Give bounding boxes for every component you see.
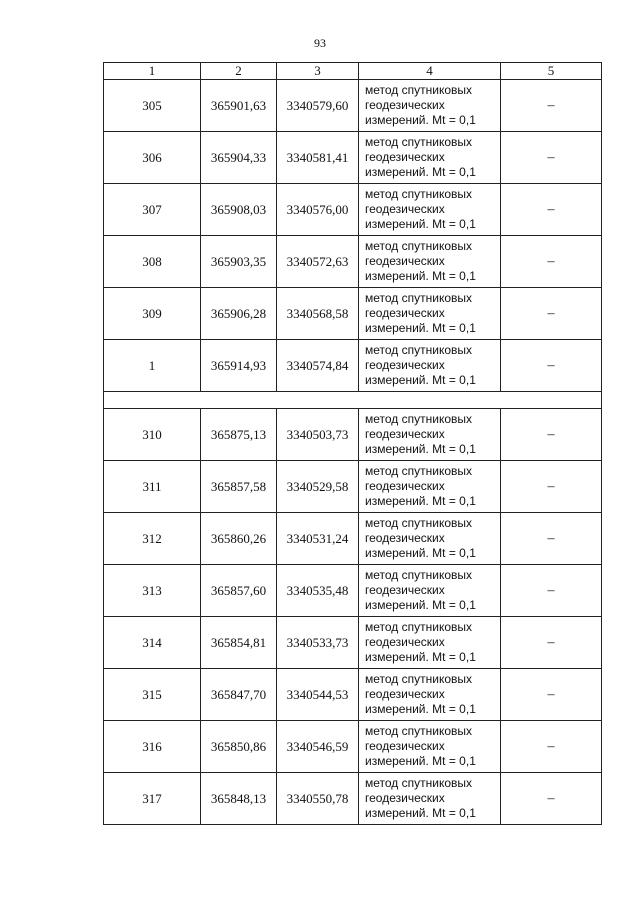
y-coordinate-cell: 3340531,24 [277,513,359,565]
point-number-cell: 308 [104,236,201,288]
y-coordinate-cell: 3340533,73 [277,617,359,669]
x-coordinate-cell: 365904,33 [201,132,277,184]
table-row [104,132,602,184]
y-coordinate-cell: 3340503,73 [277,409,359,461]
y-coordinate-cell: 3340576,00 [277,184,359,236]
x-coordinate-cell: 365903,35 [201,236,277,288]
method-cell: метод спутниковых геодезических измерений. Mt = 0,1 [359,565,501,617]
method-cell: метод спутниковых геодезических измерений. Mt = 0,1 [359,132,501,184]
x-coordinate-cell: 365857,60 [201,565,277,617]
x-coordinate-cell: 365906,28 [201,288,277,340]
column-header-5: 5 [501,63,602,80]
note-cell: – [501,288,602,340]
x-coordinate-cell: 365860,26 [201,513,277,565]
x-coordinate-cell: 365908,03 [201,184,277,236]
point-number-cell: 305 [104,80,201,132]
y-coordinate-cell: 3340535,48 [277,565,359,617]
x-coordinate-cell: 365875,13 [201,409,277,461]
y-coordinate-cell: 3340572,63 [277,236,359,288]
x-coordinate-cell: 365914,93 [201,340,277,392]
y-coordinate-cell: 3340544,53 [277,669,359,721]
table-row [104,409,602,461]
point-number-cell: 316 [104,721,201,773]
note-cell: – [501,132,602,184]
point-number-cell: 313 [104,565,201,617]
method-cell: метод спутниковых геодезических измерений. Mt = 0,1 [359,409,501,461]
note-cell: – [501,565,602,617]
method-cell: метод спутниковых геодезических измерений. Mt = 0,1 [359,236,501,288]
method-cell: метод спутниковых геодезических измерений. Mt = 0,1 [359,617,501,669]
x-coordinate-cell: 365854,81 [201,617,277,669]
column-header-2: 2 [201,63,277,80]
point-number-cell: 311 [104,461,201,513]
note-cell: – [501,80,602,132]
method-cell: метод спутниковых геодезических измерений. Mt = 0,1 [359,461,501,513]
table-row [104,461,602,513]
note-cell: – [501,409,602,461]
x-coordinate-cell: 365848,13 [201,773,277,825]
point-number-cell: 312 [104,513,201,565]
column-header-1: 1 [104,63,201,80]
method-cell: метод спутниковых геодезических измерений. Mt = 0,1 [359,773,501,825]
y-coordinate-cell: 3340546,59 [277,721,359,773]
point-number-cell: 309 [104,288,201,340]
y-coordinate-cell: 3340568,58 [277,288,359,340]
group-separator-cell [104,392,602,409]
group-separator-row [104,392,602,409]
x-coordinate-cell: 365901,63 [201,80,277,132]
y-coordinate-cell: 3340581,41 [277,132,359,184]
point-number-cell: 310 [104,409,201,461]
y-coordinate-cell: 3340579,60 [277,80,359,132]
x-coordinate-cell: 365857,58 [201,461,277,513]
note-cell: – [501,513,602,565]
coordinates-table [103,62,602,825]
table-row [104,80,602,132]
point-number-cell: 306 [104,132,201,184]
y-coordinate-cell: 3340550,78 [277,773,359,825]
method-cell: метод спутниковых геодезических измерений. Mt = 0,1 [359,721,501,773]
method-cell: метод спутниковых геодезических измерений. Mt = 0,1 [359,184,501,236]
note-cell: – [501,773,602,825]
point-number-cell: 307 [104,184,201,236]
table-row [104,184,602,236]
point-number-cell: 1 [104,340,201,392]
y-coordinate-cell: 3340574,84 [277,340,359,392]
y-coordinate-cell: 3340529,58 [277,461,359,513]
note-cell: – [501,461,602,513]
table-row [104,340,602,392]
method-cell: метод спутниковых геодезических измерений. Mt = 0,1 [359,288,501,340]
method-cell: метод спутниковых геодезических измерений. Mt = 0,1 [359,513,501,565]
column-header-4: 4 [359,63,501,80]
method-cell: метод спутниковых геодезических измерений. Mt = 0,1 [359,340,501,392]
table-row [104,236,602,288]
table-row [104,773,602,825]
point-number-cell: 314 [104,617,201,669]
table-row [104,288,602,340]
table-body [104,80,602,825]
note-cell: – [501,340,602,392]
method-cell: метод спутниковых геодезических измерений. Mt = 0,1 [359,80,501,132]
point-number-cell: 315 [104,669,201,721]
note-cell: – [501,669,602,721]
table-row [104,721,602,773]
table-row [104,669,602,721]
header-row [104,63,602,80]
note-cell: – [501,617,602,669]
table-row [104,617,602,669]
point-number-cell: 317 [104,773,201,825]
table-row [104,565,602,617]
x-coordinate-cell: 365847,70 [201,669,277,721]
method-cell: метод спутниковых геодезических измерений. Mt = 0,1 [359,669,501,721]
note-cell: – [501,721,602,773]
x-coordinate-cell: 365850,86 [201,721,277,773]
note-cell: – [501,236,602,288]
note-cell: – [501,184,602,236]
column-header-3: 3 [277,63,359,80]
page-number: 93 [314,36,326,50]
table-row [104,513,602,565]
